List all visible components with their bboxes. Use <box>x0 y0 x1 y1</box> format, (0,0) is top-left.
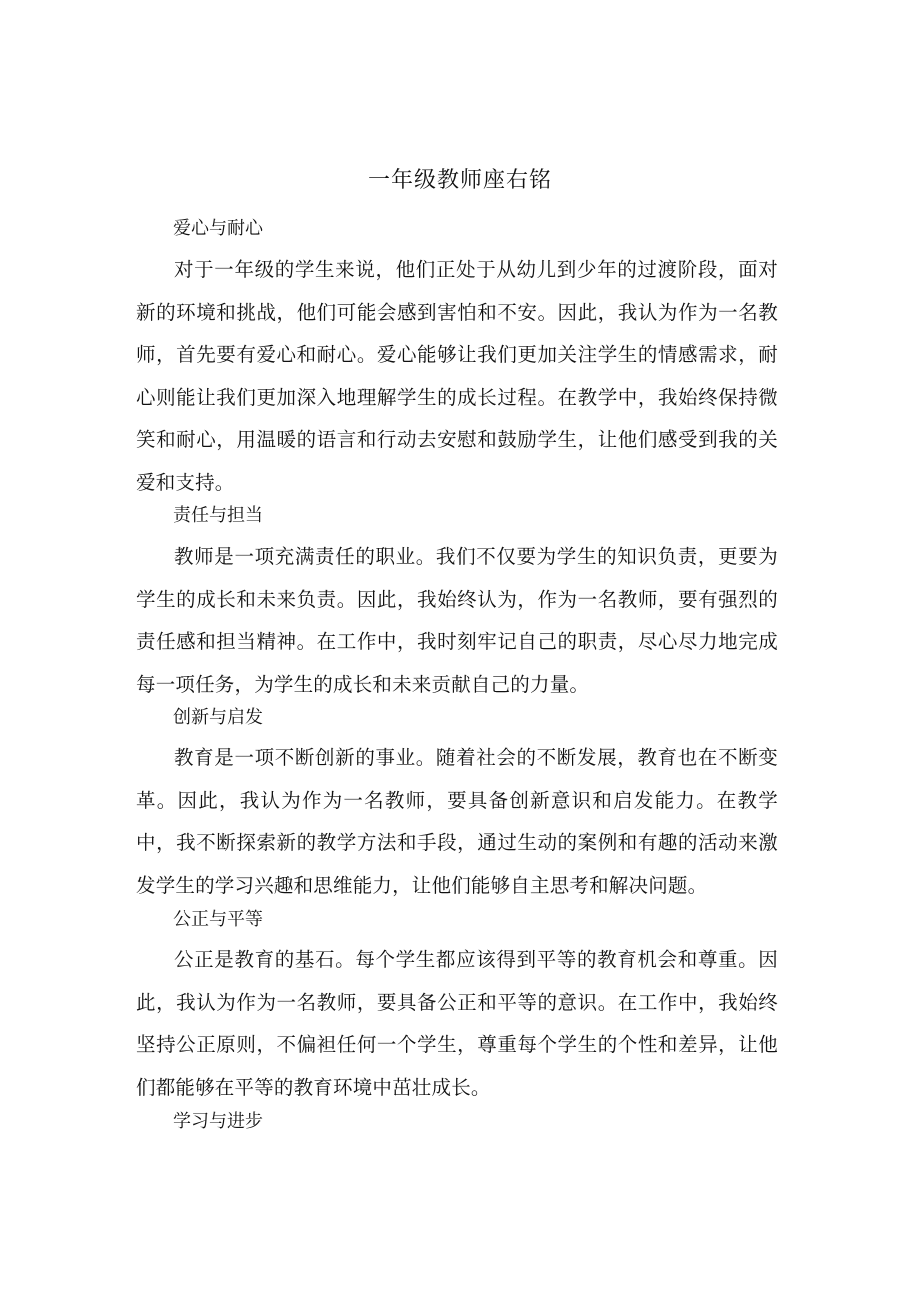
section-heading: 创新与启发 <box>173 707 263 728</box>
section-paragraph: 教育是一项不断创新的事业。随着社会的不断发展，教育也在不断变革。因此，我认为作为一名教师，要具备创新意识和启发能力。在教学中，我不断探索新的教学方法和手段，通过生动的案例和有趣的活动来激发学生的学习兴趣和思维能力，让他们能够自主思考和解决问题。 <box>136 746 778 897</box>
section-heading: 爱心与耐心 <box>173 218 263 239</box>
section-paragraph: 教师是一项充满责任的职业。我们不仅要为学生的知识负责，更要为学生的成长和未来负责。因此，我始终认为，作为一名教师，要有强烈的责任感和担当精神。在工作中，我时刻牢记自己的职责，尽心尽力地完成每一项任务，为学生的成长和未来贡献自己的力量。 <box>136 545 778 696</box>
section-paragraph: 公正是教育的基石。每个学生都应该得到平等的教育机会和尊重。因此，我认为作为一名教师，要具备公正和平等的意识。在工作中，我始终坚持公正原则，不偏袒任何一个学生，尊重每个学生的个性和差异，让他们都能够在平等的教育环境中茁壮成长。 <box>136 948 778 1099</box>
document-title: 一年级教师座右铭 <box>367 168 552 193</box>
section-heading: 学习与进步 <box>173 1111 263 1132</box>
section-heading: 责任与担当 <box>173 505 263 526</box>
section-paragraph: 对于一年级的学生来说，他们正处于从幼儿到少年的过渡阶段，面对新的环境和挑战，他们可能会感到害怕和不安。因此，我认为作为一名教师，首先要有爱心和耐心。爱心能够让我们更加关注学生的情感需求，耐心则能让我们更加深入地理解学生的成长过程。在教学中，我始终保持微笑和耐心，用温暖的语言和行动去安慰和鼓励学生，让他们感受到我的关爱和支持。 <box>136 258 778 494</box>
section-heading: 公正与平等 <box>173 909 263 930</box>
